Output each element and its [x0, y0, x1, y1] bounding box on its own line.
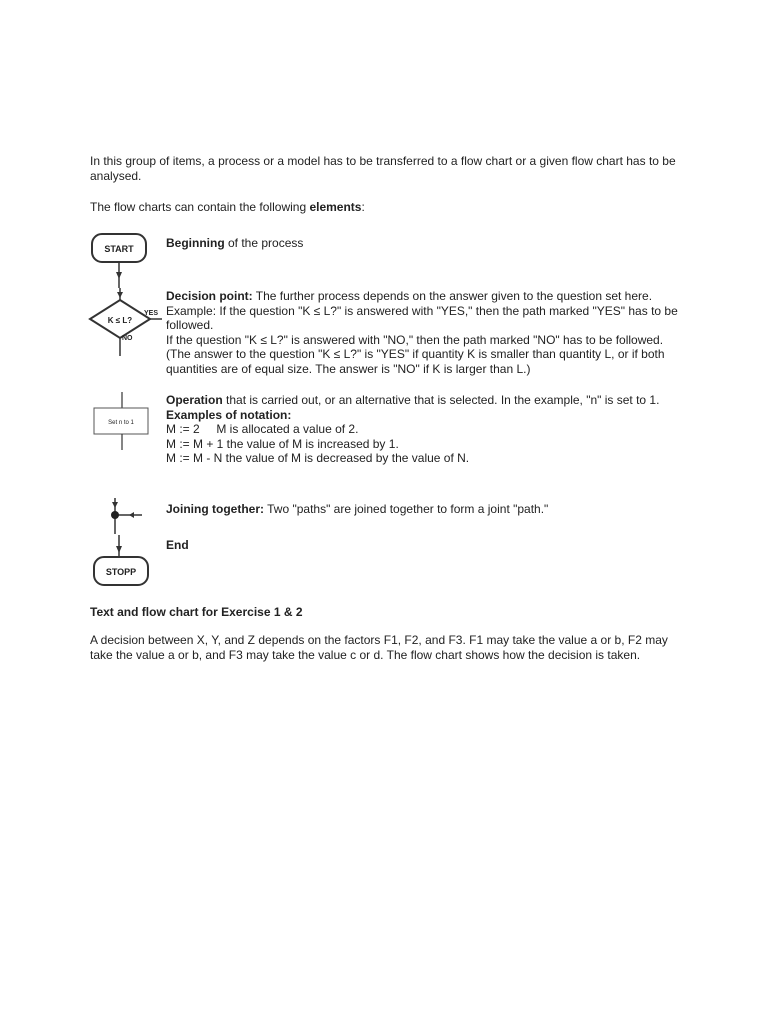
operation-text: that is carried out, or an alternative that is selected. In the example, "n" is set to 1. — [222, 393, 660, 407]
intro-paragraph: In this group of items, a process or a model has to be transferred to a flow chart or a given flow chart has to be analysed. — [90, 154, 676, 183]
decision-shape-label: K ≤ L? — [107, 316, 133, 325]
operation-shape — [92, 392, 152, 452]
decision-text4: (The answer to the question "K ≤ L?" is "YES" if quantity K is smaller than quantity L, or if both quantities are of equal size. The answer is "NO" if K is larger than L.) — [166, 347, 665, 376]
stop-shape — [92, 535, 154, 587]
exercise-paragraph: A decision between X, Y, and Z depends on the factors F1, F2, and F3. F1 may take the value a or b, F2 may take the value a or b, and F3 may take the value c or d. The flow chart shows how the decision is taken. — [90, 633, 668, 662]
decision-text2: Example: If the question "K ≤ L?" is answered with "YES," then the path marked "YES" has to be followed. — [166, 303, 678, 332]
stop-shape-label: STOPP — [105, 567, 137, 577]
decision-line1 — [166, 289, 680, 304]
decision-text3: If the question "K ≤ L?" is answered with "NO," then the path marked "NO" has to be followed. — [166, 332, 664, 347]
decision-title: Decision point: — [166, 289, 253, 303]
notation-line2: M := M + 1 the value of M is increased by 1. — [166, 436, 399, 451]
decision-shape — [84, 288, 164, 358]
exercise-heading: Text and flow chart for Exercise 1 & 2 — [90, 605, 303, 619]
elements-prefix: The flow charts can contain the following — [90, 200, 310, 214]
start-title: Beginning — [166, 236, 225, 250]
decision-text1: The further process depends on the answer given to the question set here. — [252, 289, 653, 303]
join-title: Joining together: — [166, 502, 264, 516]
decision-no-label: NO — [122, 335, 133, 342]
operation-description — [166, 393, 680, 466]
elements-line — [90, 200, 365, 215]
decision-yes-label: YES — [144, 310, 159, 317]
start-text: of the process — [224, 236, 304, 250]
operation-shape-label: Set n to 1 — [108, 420, 134, 426]
notation-line1: M := 2 M is allocated a value of 2. — [166, 422, 359, 436]
end-description — [166, 538, 680, 553]
start-description — [166, 236, 680, 251]
start-shape-label: START — [104, 244, 134, 254]
end-title: End — [166, 538, 189, 552]
operation-line1 — [166, 393, 680, 408]
operation-title: Operation — [166, 393, 223, 407]
join-text: Two "paths" are joined together to form a joint "path." — [264, 502, 549, 516]
elements-suffix: : — [361, 200, 365, 214]
join-description — [166, 502, 680, 517]
decision-description — [166, 289, 680, 376]
notation-line3: M := M - N the value of M is decreased by the value of N. — [166, 451, 470, 465]
start-shape — [88, 230, 150, 290]
elements-bold: elements — [309, 200, 362, 214]
notation-title: Examples of notation: — [166, 407, 292, 422]
join-shape — [104, 496, 144, 536]
